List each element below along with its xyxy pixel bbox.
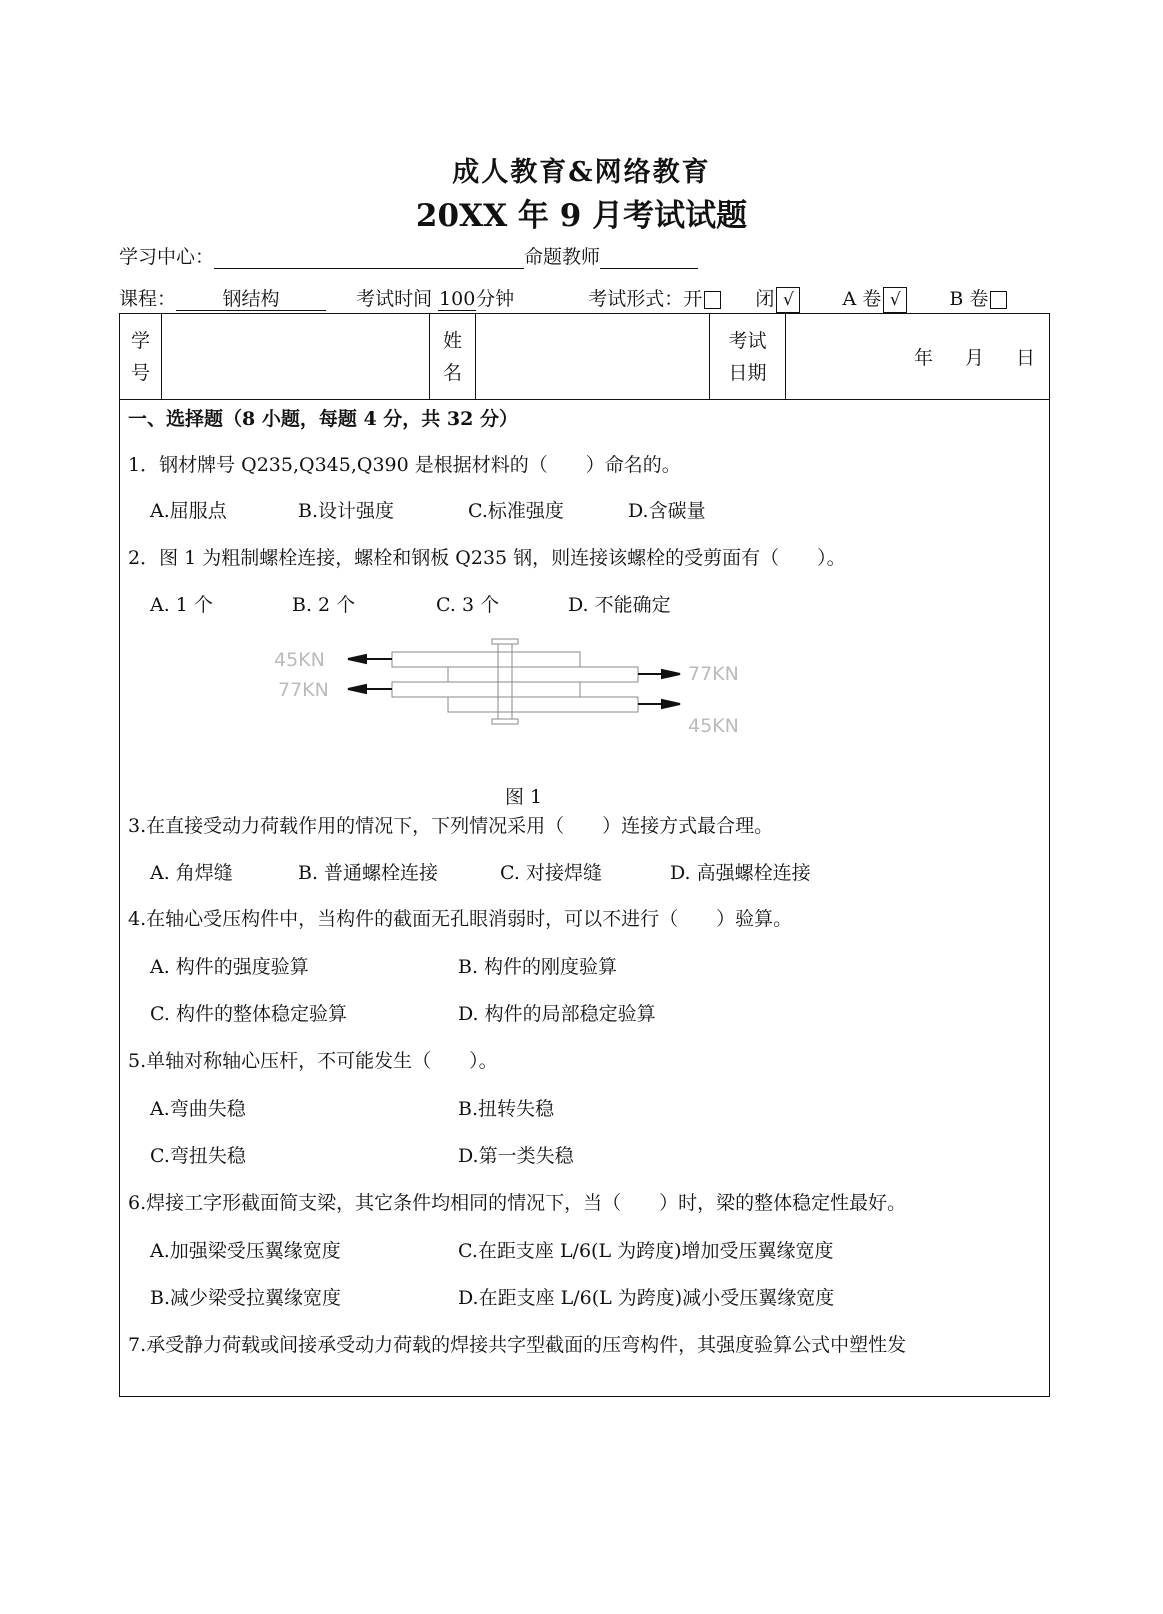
student-id-label	[120, 314, 162, 399]
time-unit: 分钟	[476, 288, 515, 310]
course-label: 课程：	[119, 288, 177, 310]
bolt-nut	[492, 719, 518, 724]
q2-option-a[interactable]: A. 1 个	[150, 594, 213, 616]
q6-option-c[interactable]: C.在距支座 L/6(L 为跨度)增加受压翼缘宽度	[458, 1240, 834, 1262]
center-line	[119, 242, 698, 269]
year-label: 年	[913, 347, 933, 369]
q5-option-b[interactable]: B.扭转失稳	[458, 1098, 555, 1120]
plate-middle-left	[392, 682, 580, 697]
load-label-right-bottom: 45KN	[688, 715, 739, 737]
teacher-label: 命题教师	[524, 246, 601, 268]
question-2: 2．图 1 为粗制螺栓连接，螺栓和钢板 Q235 钢，则连接该螺栓的受剪面有（ ）。	[128, 547, 846, 569]
form-label: 考试形式：开	[588, 288, 703, 310]
q6-option-d[interactable]: D.在距支座 L/6(L 为跨度)减小受压翼缘宽度	[458, 1287, 835, 1309]
question-3: 3.在直接受动力荷载作用的情况下，下列情况采用（ ）连接方式最合理。	[128, 815, 774, 837]
question-4: 4.在轴心受压构件中，当构件的截面无孔眼消弱时，可以不进行（ ）验算。	[128, 908, 793, 930]
q4-option-a[interactable]: A. 构件的强度验算	[150, 956, 309, 978]
center-label: 学习中心：	[119, 246, 215, 268]
plate-bottom	[448, 697, 638, 712]
name-char1: 姓	[442, 329, 462, 352]
q1-option-c[interactable]: C.标准强度	[468, 500, 564, 522]
q6-option-b[interactable]: B.减少梁受拉翼缘宽度	[150, 1287, 342, 1309]
paper-a-checkbox[interactable]: √	[883, 287, 907, 313]
section-title: 一、选择题（8 小题，每题 4 分，共 32 分）	[128, 408, 518, 430]
q3-option-d[interactable]: D. 高强螺栓连接	[670, 862, 811, 884]
question-5: 5.单轴对称轴心压杆，不可能发生（ ）。	[128, 1050, 498, 1072]
load-label-left-bottom: 77KN	[278, 679, 329, 701]
question-7: 7.承受静力荷载或间接承受动力荷载的焊接共字型截面的压弯构件，其强度验算公式中塑性发	[128, 1334, 907, 1356]
q3-option-c[interactable]: C. 对接焊缝	[500, 862, 602, 884]
figure-caption: 图 1	[505, 786, 543, 808]
exam-title: 20XX 年 9 月考试试题	[415, 198, 748, 234]
q6-option-a[interactable]: A.加强梁受压翼缘宽度	[150, 1240, 341, 1262]
q2-option-d[interactable]: D. 不能确定	[568, 594, 671, 616]
teacher-blank[interactable]	[600, 246, 698, 269]
q5-option-d[interactable]: D.第一类失稳	[458, 1145, 574, 1167]
q5-option-c[interactable]: C.弯扭失稳	[150, 1145, 246, 1167]
q1-option-d[interactable]: D.含碳量	[628, 500, 706, 522]
paper-a-label: A 卷	[842, 288, 882, 310]
exam-frame	[119, 313, 1050, 1397]
arrow-left-top-head	[348, 655, 366, 663]
course-line	[119, 284, 1007, 313]
q4-option-b[interactable]: B. 构件的刚度验算	[458, 956, 618, 978]
plate-top	[392, 652, 580, 667]
load-label-left-top: 45KN	[274, 649, 325, 671]
exam-date-line2: 日期	[728, 361, 767, 384]
paper-b-label: B 卷	[949, 288, 989, 310]
arrow-left-bottom-head	[348, 685, 366, 693]
q2-option-c[interactable]: C. 3 个	[436, 594, 500, 616]
closed-label: 闭	[755, 288, 775, 310]
q3-option-b[interactable]: B. 普通螺栓连接	[298, 862, 439, 884]
exam-date-label	[710, 314, 786, 399]
q5-option-a[interactable]: A.弯曲失稳	[150, 1098, 246, 1120]
center-blank[interactable]	[214, 246, 524, 269]
q4-option-c[interactable]: C. 构件的整体稳定验算	[150, 1003, 347, 1025]
course-value: 钢结构	[176, 288, 326, 311]
bolt-connection-figure	[270, 634, 770, 764]
student-info-row	[120, 314, 1049, 400]
student-id-char2: 号	[130, 361, 150, 384]
load-label-right-top: 77KN	[688, 663, 739, 685]
month-label: 月	[964, 347, 984, 369]
arrow-right-top-head	[662, 670, 680, 678]
time-label: 考试时间	[356, 288, 433, 310]
day-label: 日	[1015, 347, 1035, 369]
q3-option-a[interactable]: A. 角焊缝	[150, 862, 233, 884]
student-id-field[interactable]	[162, 314, 430, 399]
time-value: 100	[439, 288, 476, 310]
q1-option-a[interactable]: A.屈服点	[150, 500, 227, 522]
plate-middle-right	[448, 667, 638, 682]
q1-option-b[interactable]: B.设计强度	[298, 500, 395, 522]
institution-title: 成人教育&网络教育	[452, 157, 711, 188]
question-1: 1．钢材牌号 Q235,Q345,Q390 是根据材料的（ ）命名的。	[128, 454, 681, 476]
paper-b-checkbox[interactable]	[990, 291, 1007, 309]
bolt-head	[492, 639, 518, 644]
question-6: 6.焊接工字形截面简支梁，其它条件均相同的情况下，当（ ）时，梁的整体稳定性最好。	[128, 1192, 907, 1214]
open-checkbox[interactable]	[704, 291, 721, 309]
q2-option-b[interactable]: B. 2 个	[292, 594, 356, 616]
exam-date-line1: 考试	[728, 329, 767, 352]
name-label	[430, 314, 476, 399]
closed-checkbox[interactable]: √	[776, 287, 800, 313]
arrow-right-bottom-head	[662, 700, 680, 708]
student-id-char1: 学	[130, 329, 150, 352]
exam-date-field[interactable]	[786, 314, 1049, 399]
name-char2: 名	[442, 361, 462, 384]
name-field[interactable]	[476, 314, 710, 399]
q4-option-d[interactable]: D. 构件的局部稳定验算	[458, 1003, 656, 1025]
